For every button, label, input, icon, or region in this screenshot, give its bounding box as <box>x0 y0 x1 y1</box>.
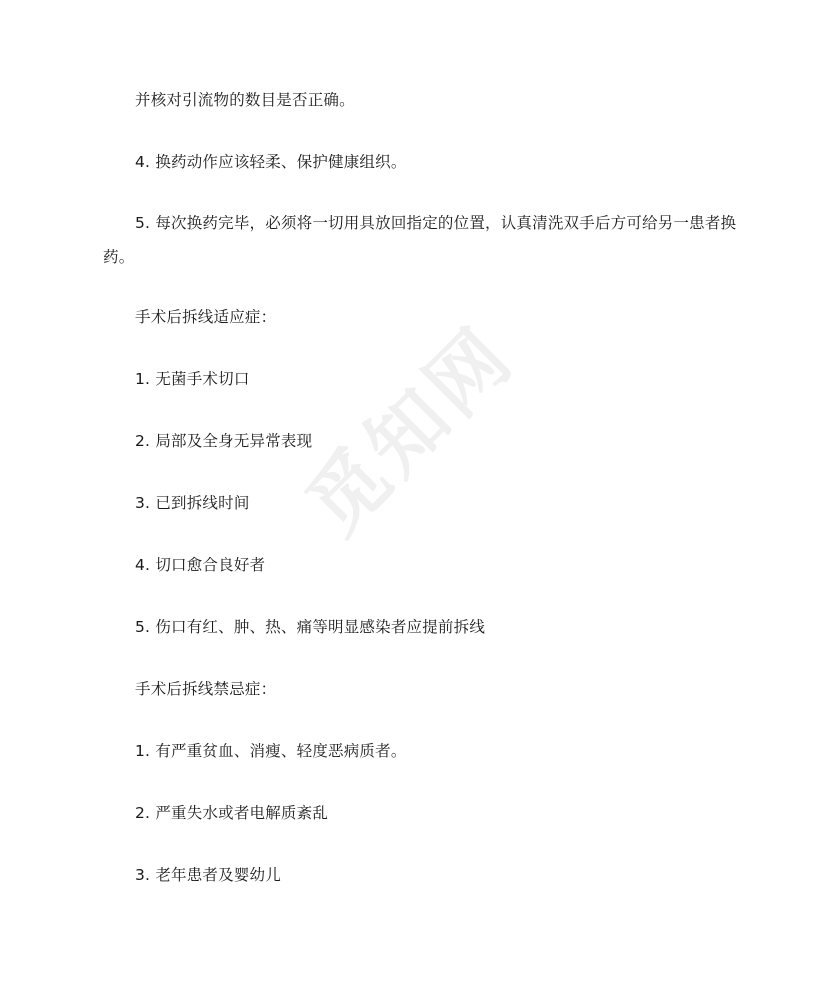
list-item: 1. 无菌手术切口 <box>135 370 250 388</box>
section-heading-indications: 手术后拆线适应症： <box>135 308 277 326</box>
paragraph-2: 4. 换药动作应该轻柔、保护健康组织。 <box>135 153 407 171</box>
list-item: 2. 严重失水或者电解质紊乱 <box>135 804 329 822</box>
list-item: 3. 老年患者及婴幼儿 <box>135 866 281 884</box>
paragraph-3: 5. 每次换药完毕，必须将一切用具放回指定的位置，认真清洗双手后方可给另一患者换药。 <box>103 214 737 266</box>
list-item: 1. 有严重贫血、消瘦、轻度恶病质者。 <box>135 742 407 760</box>
section-heading-contraindications: 手术后拆线禁忌症： <box>135 680 277 698</box>
list-item: 4. 切口愈合良好者 <box>135 556 266 574</box>
list-item: 3. 已到拆线时间 <box>135 494 250 512</box>
paragraph-1: 并核对引流物的数目是否正确。 <box>135 91 355 109</box>
list-item: 5. 伤口有红、肿、热、痛等明显感染者应提前拆线 <box>135 618 486 636</box>
watermark: 觅知网 <box>290 310 532 552</box>
list-item: 2. 局部及全身无异常表现 <box>135 432 313 450</box>
